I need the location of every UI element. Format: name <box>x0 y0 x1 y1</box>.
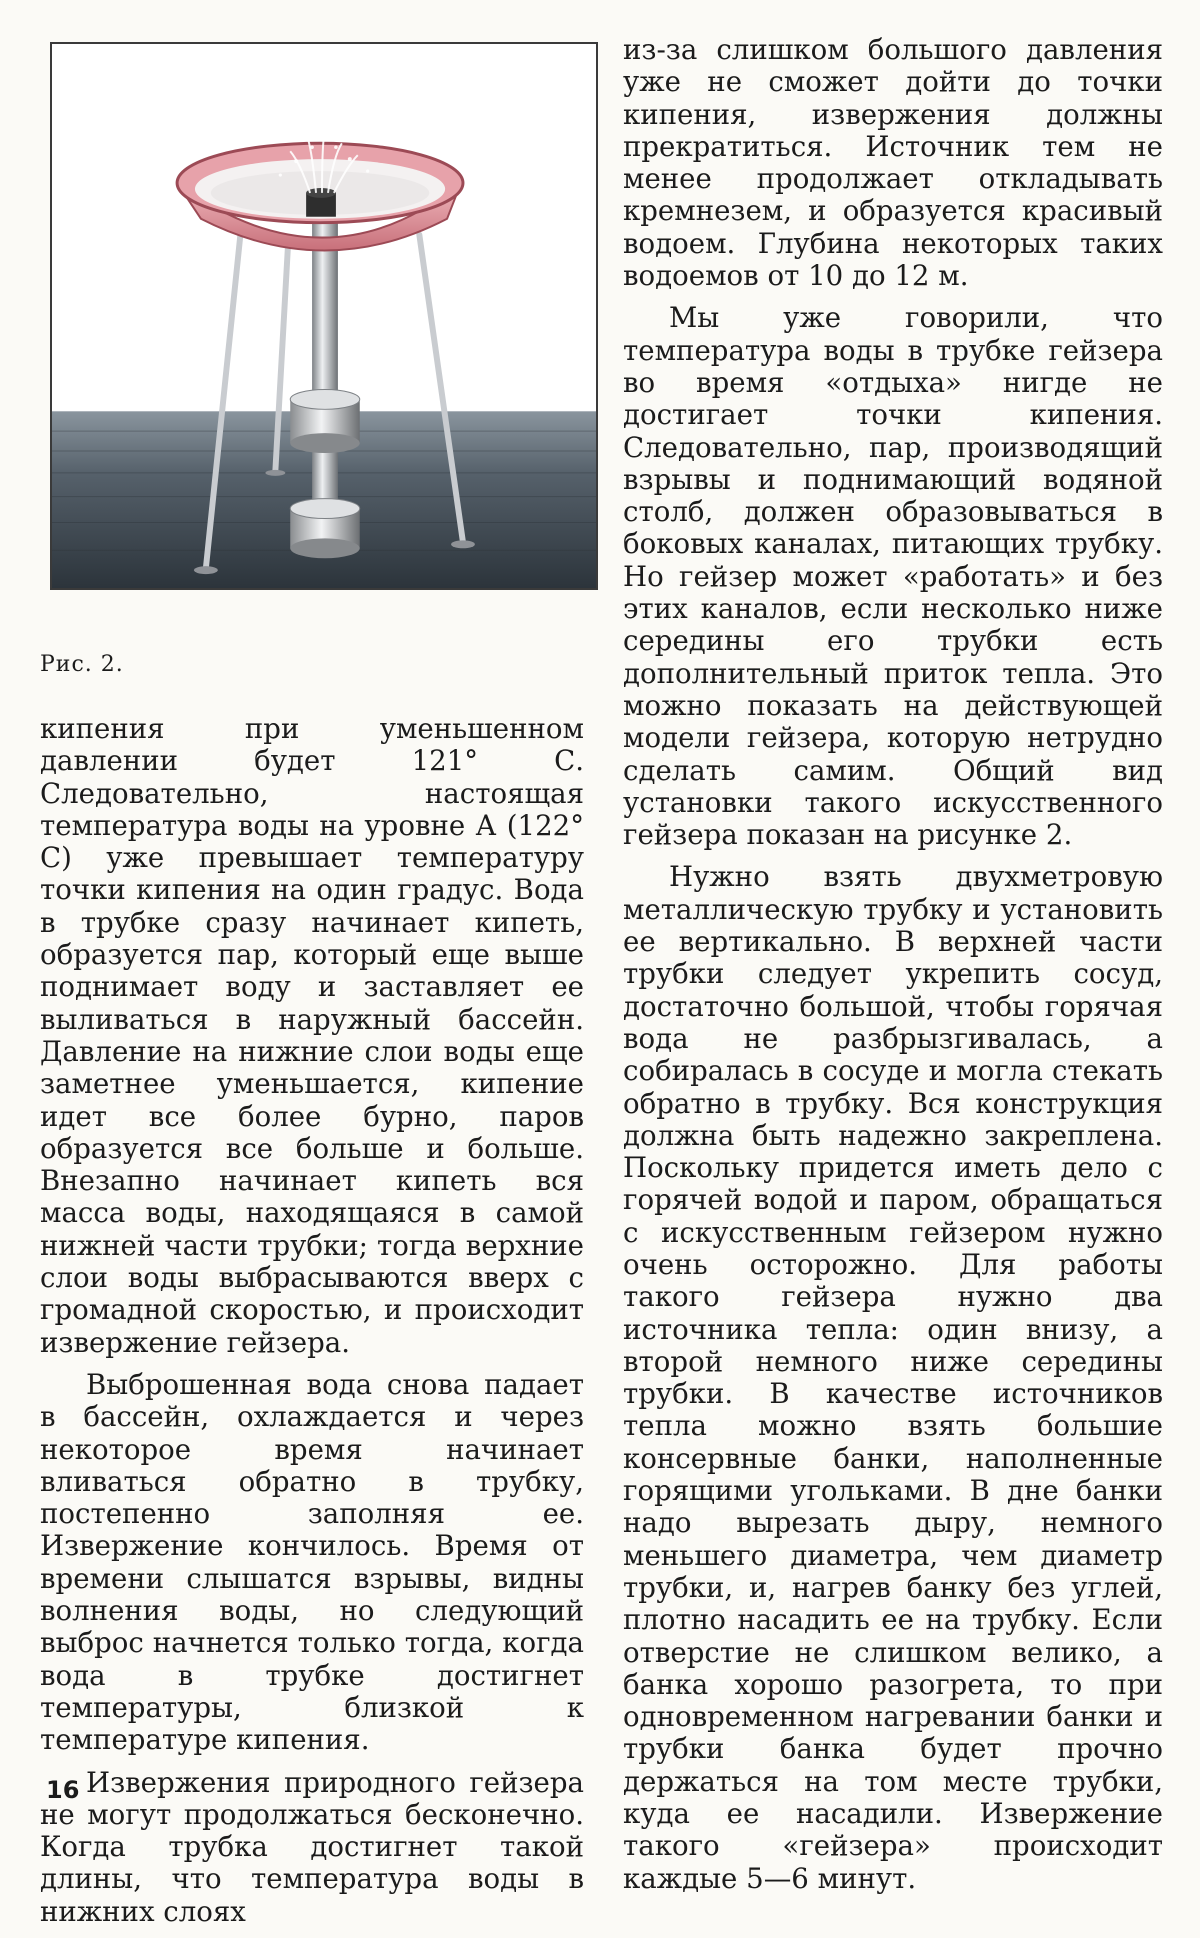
geyser-model-illustration <box>50 42 598 590</box>
paragraph: Выброшенная вода снова падает в бассейн, охлаждается и через некоторое время начинает вливаться обратно в трубку, постепенно заполняя ее. Извержение кончилось. Время от времени слышатся взрывы, видны волнения воды, но следующий выброс начнется только тогда, когда вода в трубке достигнет температуры, близкой к температуре кипения. <box>40 1367 584 1757</box>
figure-caption: Рис. 2. <box>40 652 124 677</box>
paragraph: Мы уже говорили, что температура воды в трубке гейзера во время «отдыха» нигде не достигает точки кипения. Следовательно, пар, производящий взрывы и поднимающий водяной столб, должен образовываться в боковых каналах, питающих трубку. Но гейзер может «работать» и без этих каналов, если несколько ниже середины его трубки есть дополнительный приток тепла. Это можно показать на действующей модели гейзера, которую нетрудно сделать самим. Общий вид установки такого искусственного гейзера показан на рисунке 2. <box>623 301 1163 852</box>
paragraph: из-за слишком большого давления уже не сможет дойти до точки кипения, извержения должны прекратиться. Источник тем не менее продолжает откладывать кремнезем, и образуется красивый водоем. Глубина некоторых таких водоемов от 10 до 12 м. <box>623 33 1163 293</box>
paragraph: Извержения природного гейзера не могут продолжаться бесконечно. Когда трубка достигнет такой длины, что температура воды в нижних слоях <box>40 1765 584 1928</box>
paragraph: кипения при уменьшенном давлении будет 121° С. Следовательно, настоящая температура воды на уровне А (122° С) уже превышает температуру точки кипения на один градус. Вода в трубке сразу начинает кипеть, образуется пар, который еще выше поднимает воду и заставляет ее выливаться в наружный бассейн. Давление на нижние слои воды еще заметнее уменьшается, кипение идет все более бурно, паров образуется все больше и больше. Внезапно начинает кипеть вся масса воды, находящаяся в самой нижней части трубки; тогда верхние слои воды выбрасываются вверх с громадной скоростью, и происходит извержение гейзера. <box>40 712 584 1359</box>
geyser-model-drawing <box>52 44 596 588</box>
upper-heater-can <box>290 389 359 453</box>
page-number: 16 <box>46 1776 80 1804</box>
lower-heater-can <box>290 499 359 559</box>
paragraph: Нужно взять двухметровую металлическую трубку и установить ее вертикально. В верхней части трубки следует укрепить сосуд, достаточно большой, чтобы горячая вода не разбрызгивалась, а собиралась в сосуде и могла стекать обратно в трубку. Вся конструкция должна быть надежно закреплена. Поскольку придется иметь дело с горячей водой и паром, обращаться с искусственным гейзером нужно очень осторожно. Для работы такого гейзера нужно два источника тепла: один внизу, а второй немного ниже середины трубки. В качестве источников тепла можно взять большие консервные банки, наполненные горящими угольками. В дне банки надо вырезать дыру, немного меньшего диаметра, чем диаметр трубки, и, нагрев банку без углей, плотно насадить ее на трубку. Если отверстие не слишком велико, а банка хорошо разогрета, то при одновременном нагревании банки и трубки банка будет прочно держаться на том месте трубки, куда ее насадили. Извержение такого «гейзера» происходит каждые 5—6 минут. <box>623 860 1163 1895</box>
left-text-column <box>40 713 584 1938</box>
right-text-column <box>623 34 1163 1905</box>
